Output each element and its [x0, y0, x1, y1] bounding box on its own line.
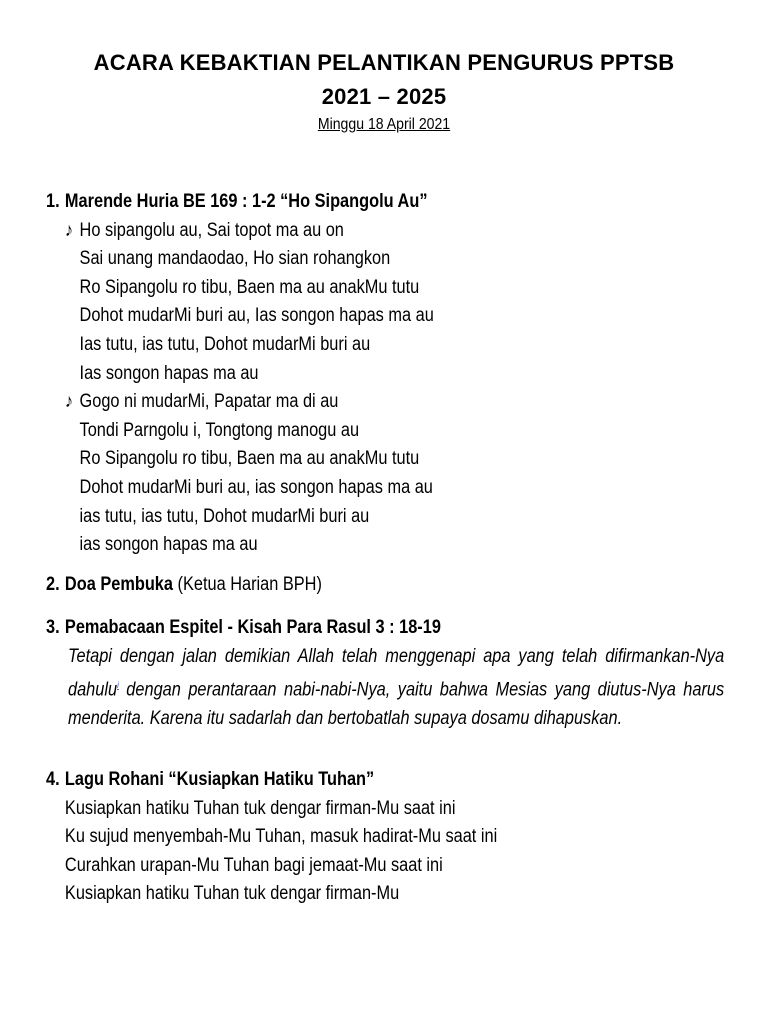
section-4	[46, 766, 736, 909]
verse-line: ♪ Gogo ni mudarMi, Papatar ma di au	[46, 388, 434, 417]
song-line: Kusiapkan hatiku Tuhan tuk dengar firman-Mu saat ini	[64, 797, 456, 819]
section-2-heading: Doa Pembuka	[64, 574, 173, 595]
verse-line: Sai unang mandaodao, Ho sian rohangkon	[79, 248, 391, 270]
document-title-line2: 2021 – 2025	[321, 84, 447, 109]
footnote-link[interactable]: i	[117, 680, 119, 691]
verse-line: Tondi Parngolu i, Tongtong manogu au	[79, 419, 360, 441]
music-note-icon: ♪	[64, 391, 74, 413]
section-1	[46, 188, 736, 560]
verse-line: Ro Sipangolu ro tibu, Baen ma au anakMu tutu	[79, 276, 420, 298]
song-line: Curahkan urapan-Mu Tuhan bagi jemaat-Mu saat ini	[64, 854, 443, 876]
section-number: 1.	[46, 191, 60, 212]
section-3-header	[46, 614, 441, 643]
section-4-header	[46, 766, 497, 795]
section-1-heading: Marende Huria BE 169 : 1-2 “Ho Sipangolu Au”	[64, 191, 428, 212]
document-date: Minggu 18 April 2021	[317, 116, 451, 133]
music-note-icon: ♪	[64, 219, 74, 241]
section-2	[46, 571, 736, 600]
section-4-content	[46, 766, 497, 909]
verse-line: ias songon hapas ma au	[79, 534, 258, 556]
section-3-heading: Pemabacaan Espitel - Kisah Para Rasul 3 : 18-19	[64, 617, 441, 638]
scripture-text: Tetapi dengan jalan demikian Allah telah menggenapi apa yang telah difirmankan-Nya dahulu$^i$ dengan perantaraan nabi-nabi-Nya, yaitu bahwa Mesias yang diutus-Nya harus menderita. Karena itu sadarlah dan bertobatlah supaya dosamu dihapuskan.	[68, 645, 725, 730]
section-2-content	[46, 571, 322, 600]
section-number: 4.	[46, 769, 60, 790]
section-number: 2.	[46, 574, 60, 595]
section-3-content	[46, 614, 441, 643]
verse-line: ♪ Ho sipangolu au, Sai topot ma au on	[46, 217, 434, 246]
verse-line: Dohot mudarMi buri au, Ias songon hapas ma au	[79, 305, 434, 327]
verse-line: Ias songon hapas ma au	[79, 362, 259, 384]
song-line: Kusiapkan hatiku Tuhan tuk dengar firman-Mu	[64, 883, 400, 905]
section-3	[46, 614, 736, 734]
verse-line: Ias tutu, ias tutu, Dohot mudarMi buri au	[79, 333, 371, 355]
section-2-detail: (Ketua Harian BPH)	[172, 574, 322, 595]
section-2-header	[46, 571, 322, 600]
section-4-heading: Lagu Rohani “Kusiapkan Hatiku Tuhan”	[64, 769, 375, 790]
document-title-line1: ACARA KEBAKTIAN PELANTIKAN PENGURUS PPTSB	[93, 50, 675, 75]
scripture-passage	[46, 643, 724, 734]
verse-line: Ro Sipangolu ro tibu, Baen ma au anakMu tutu	[79, 448, 420, 470]
verse-line: Dohot mudarMi buri au, ias songon hapas ma au	[79, 476, 433, 498]
section-number: 3.	[46, 617, 60, 638]
section-1-header	[46, 188, 434, 217]
section-1-content	[46, 188, 434, 560]
song-line: Ku sujud menyembah-Mu Tuhan, masuk hadirat-Mu saat ini	[64, 826, 498, 848]
verse-line: ias tutu, ias tutu, Dohot mudarMi buri au	[79, 505, 370, 527]
